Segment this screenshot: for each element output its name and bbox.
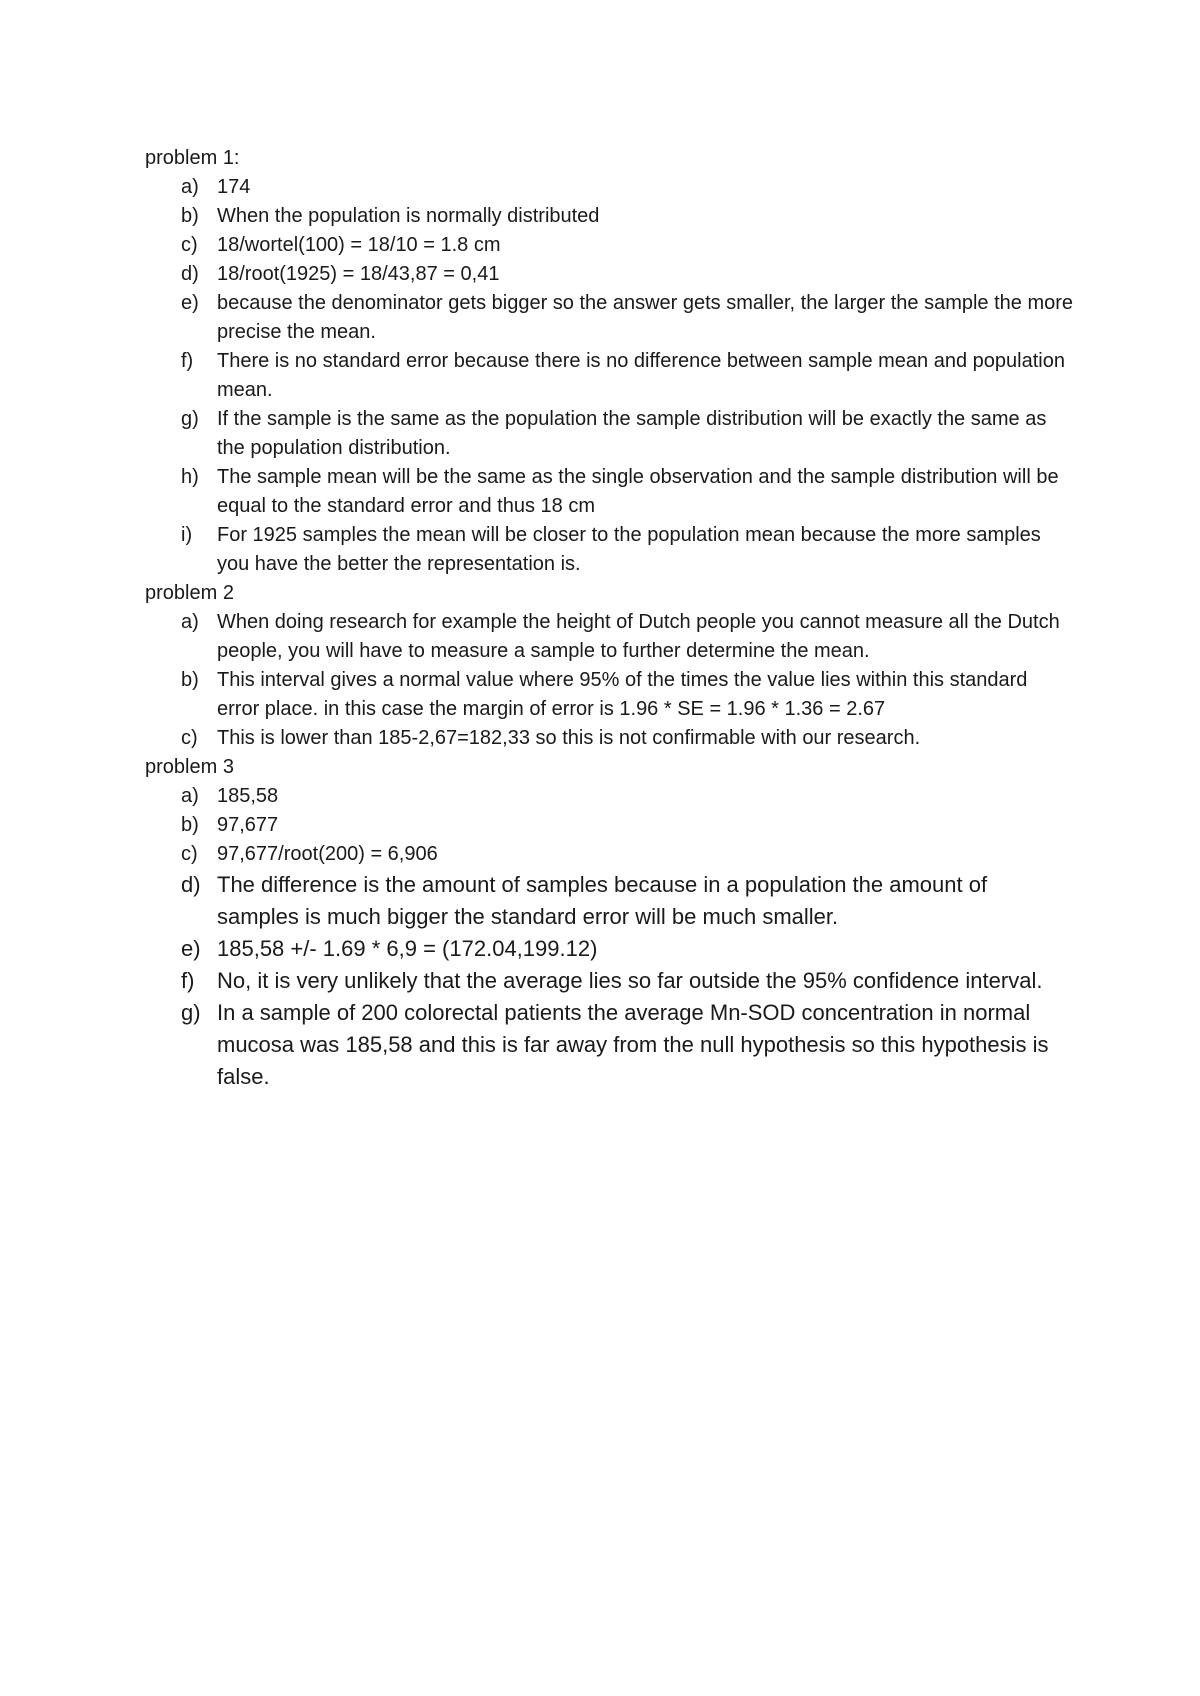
list-item [145, 463, 1075, 521]
item-text: When doing research for example the height of Dutch people you cannot measure all the Dutch people, you will have to measure a sample to further determine the mean. [217, 611, 1060, 662]
list-item [145, 521, 1075, 579]
list-item [145, 173, 1075, 202]
list-item [145, 840, 1075, 869]
item-marker: e) [181, 936, 201, 961]
problem-3-list [145, 782, 1075, 869]
item-text: because the denominator gets bigger so the answer gets smaller, the larger the sample the more precise the mean. [217, 292, 1074, 343]
list-item [145, 724, 1075, 753]
item-marker: a) [181, 785, 199, 807]
item-marker: a) [181, 611, 199, 633]
item-marker: g) [181, 1000, 201, 1025]
item-marker: d) [181, 872, 201, 897]
list-item [145, 782, 1075, 811]
item-text: 174 [217, 176, 251, 198]
item-marker: f) [181, 350, 194, 372]
item-text: For 1925 samples the mean will be closer to the population mean because the more samples you have the better the representation is. [217, 524, 1041, 575]
item-text: 185,58 [217, 785, 279, 807]
item-text: The difference is the amount of samples because in a population the amount of samples is much bigger the standard error will be much smaller. [217, 872, 988, 929]
problem-3-list-continued [145, 869, 1075, 1093]
item-text: There is no standard error because there is no difference between sample mean and population mean. [217, 350, 1065, 401]
list-item [145, 347, 1075, 405]
list-item [145, 869, 1075, 933]
list-item [145, 405, 1075, 463]
list-item [145, 231, 1075, 260]
problem-3-heading: problem 3 [145, 756, 234, 778]
item-marker: g) [181, 408, 199, 430]
item-text: If the sample is the same as the population the sample distribution will be exactly the same as the population distribution. [217, 408, 1047, 459]
item-marker: b) [181, 205, 199, 227]
list-item [145, 289, 1075, 347]
list-item [145, 933, 1075, 965]
item-marker: b) [181, 814, 199, 836]
item-text: This is lower than 185-2,67=182,33 so this is not confirmable with our research. [217, 727, 921, 749]
item-marker: c) [181, 234, 198, 256]
list-item [145, 811, 1075, 840]
item-marker: a) [181, 176, 199, 198]
item-marker: b) [181, 669, 199, 691]
item-text: When the population is normally distributed [217, 205, 600, 227]
problem-1-heading: problem 1: [145, 147, 240, 169]
item-marker: c) [181, 843, 198, 865]
list-item [145, 202, 1075, 231]
item-text: 185,58 +/- 1.69 * 6,9 = (172.04,199.12) [217, 936, 598, 961]
list-item [145, 997, 1075, 1093]
problem-2-heading: problem 2 [145, 582, 234, 604]
list-item [145, 608, 1075, 666]
list-item [145, 965, 1075, 997]
item-marker: c) [181, 727, 198, 749]
problem-2-list [145, 608, 1075, 753]
item-marker: f) [181, 968, 195, 993]
item-text: In a sample of 200 colorectal patients the average Mn-SOD concentration in normal mucosa was 185,58 and this is far away from the null hypothesis so this hypothesis is false. [217, 1000, 1049, 1089]
list-item [145, 260, 1075, 289]
item-text: 97,677 [217, 814, 279, 836]
item-marker: d) [181, 263, 199, 285]
item-text: 18/wortel(100) = 18/10 = 1.8 cm [217, 234, 501, 256]
item-text: This interval gives a normal value where 95% of the times the value lies within this standard error place. in this case the margin of error is 1.96 * SE = 1.96 * 1.36 = 2.67 [217, 669, 1028, 720]
item-marker: e) [181, 292, 199, 314]
item-marker: i) [181, 524, 193, 546]
list-item [145, 666, 1075, 724]
item-text: No, it is very unlikely that the average lies so far outside the 95% confidence interval. [217, 968, 1043, 993]
item-marker: h) [181, 466, 199, 488]
document-content [145, 144, 1075, 1093]
problem-1-list [145, 173, 1075, 579]
item-text: 18/root(1925) = 18/43,87 = 0,41 [217, 263, 500, 285]
item-text: 97,677/root(200) = 6,906 [217, 843, 438, 865]
item-text: The sample mean will be the same as the single observation and the sample distribution will be equal to the standard error and thus 18 cm [217, 466, 1059, 517]
